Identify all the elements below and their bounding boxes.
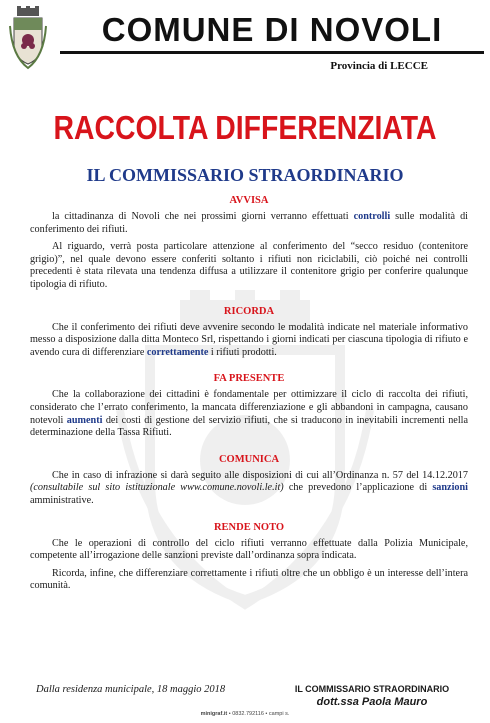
printer-details: • 0832.792116 • campi s.	[227, 711, 290, 717]
notice-body	[30, 194, 468, 598]
highlight-aumenti: aumenti	[66, 414, 103, 426]
coat-of-arms-icon	[8, 6, 48, 70]
text: i rifiuti prodotti.	[208, 346, 277, 358]
banner-title: RACCOLTA DIFFERENZIATA	[53, 109, 437, 146]
signer-name: dott.ssa Paola Mauro	[316, 696, 428, 708]
text: Che la collaborazione dei cittadini è fondamentale per ottimizzare il ciclo di raccolta dei rifiuti, considerato che l’errato conferimento, la mancata differenziazione e gli abbandoni in campagna, causano notevoli	[30, 389, 468, 426]
avvisa-paragraph-2: Al riguardo, verrà posta particolare attenzione al conferimento del “secco residuo (contenitore grigio)”, nel quale devono essere conferiti soltanto i rifiuti non riciclabili, ciò poiché nei controlli precedenti è stata rilevata una tendenza diffusa a utilizzare il contenitore grigio per conferire qualunque tipologia di rifiuto.	[30, 241, 468, 290]
title-divider	[60, 51, 484, 54]
comunica-paragraph	[30, 470, 468, 508]
printer-name: minigraf.it	[200, 711, 228, 717]
section-heading-rende-noto: RENDE NOTO	[213, 521, 285, 533]
text: Che in caso di infrazione si darà seguito alle disposizioni di cui all’Ordinanza n. 57 del 14.12.2017	[52, 469, 468, 481]
text: sulle modalità di conferimento dei rifiuti.	[30, 211, 468, 235]
highlight-correttamente: correttamente	[146, 346, 209, 358]
date-line: Dalla residenza municipale, 18 maggio 2018	[36, 684, 226, 695]
text: Che il conferimento dei rifiuti deve avvenire secondo le modalità indicate nel materiale informativo messo a disposizione dalla ditta Monteco Srl, rispettando i giorni indicati per ciascuna tipologia di rifiuto e avendo cura di differenziare	[30, 321, 468, 358]
highlight-controlli: controlli	[353, 211, 391, 222]
section-heading-ricorda: RICORDA	[223, 305, 275, 317]
text: che prevedono l’applicazione di	[283, 482, 433, 494]
header	[0, 0, 490, 90]
text: amministrative.	[30, 494, 94, 506]
ricorda-paragraph	[30, 322, 468, 360]
text: la cittadinanza di Novoli che nei prossimi giorni verranno effettuati	[52, 211, 354, 222]
text: dei costi di gestione del servizio rifiuti, che si traducono in inevitabili incrementi nella determinazione della Tassa Rifiuti.	[30, 414, 469, 439]
section-heading-fa-presente: FA PRESENTE	[213, 373, 285, 385]
signer-title: IL COMMISSARIO STRAORDINARIO	[294, 684, 450, 694]
page-title: COMUNE DI NOVOLI	[101, 11, 443, 48]
website-reference: (consultabile sul sito istituzionale www.comune.novoli.le.it)	[30, 482, 284, 494]
printer-credit	[0, 711, 490, 717]
rende-noto-paragraph-2: Ricorda, infine, che differenziare correttamente i rifiuti oltre che un obbligo è un interesse dell’intera comunità.	[30, 567, 468, 592]
avvisa-paragraph-1	[30, 211, 468, 236]
provincia-label: Provincia di LECCE	[330, 60, 428, 72]
signature-block	[272, 683, 472, 709]
highlight-sanzioni: sanzioni	[432, 482, 468, 494]
section-heading-comunica: COMUNICA	[218, 453, 280, 465]
rende-noto-paragraph-1: Che le operazioni di controllo del ciclo rifiuti verranno effettuate dalla Polizia Municipale, competente all’irrogazione delle sanzioni previste dall’ordinanza sopra indicata.	[30, 537, 468, 562]
issuer-heading: IL COMMISSARIO STRAORDINARIO	[86, 165, 404, 185]
section-heading-avvisa: AVVISA	[229, 195, 269, 206]
fa-presente-paragraph	[30, 389, 468, 439]
